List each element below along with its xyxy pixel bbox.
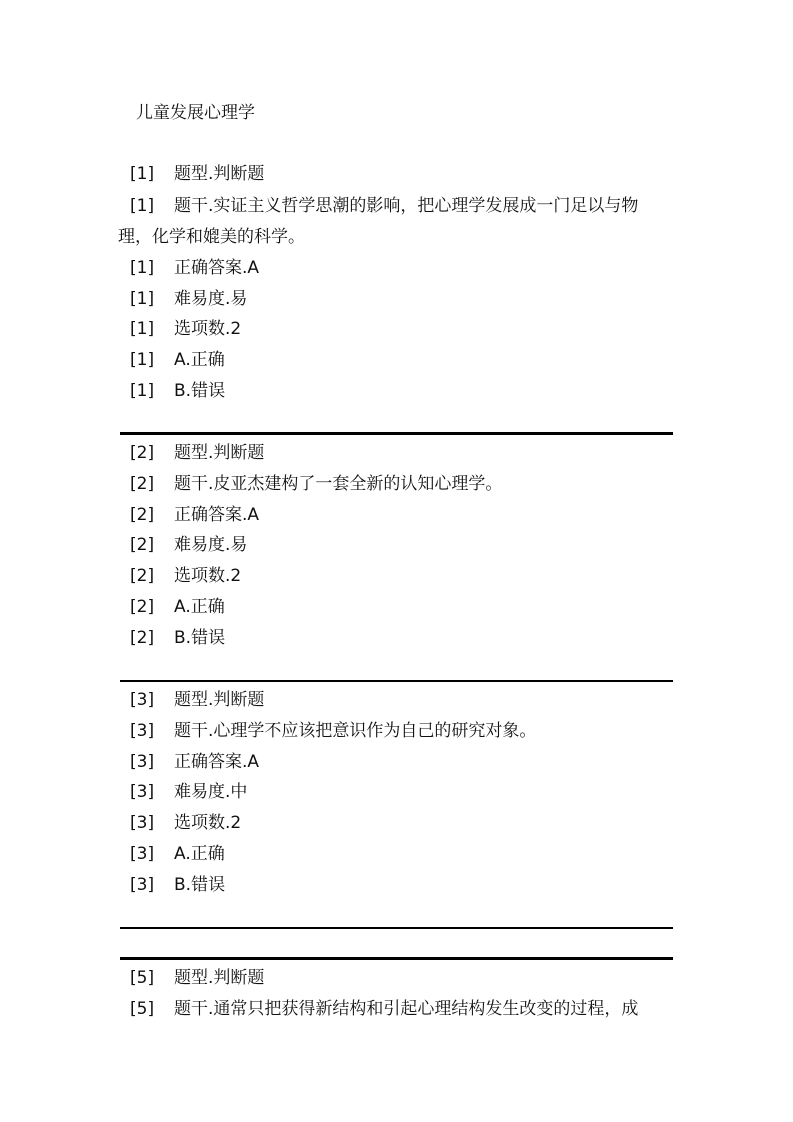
- q1-stem-continuation: 理，化学和媲美的科学。: [118, 227, 305, 247]
- q3-difficulty-line: [130, 779, 247, 805]
- q3-answer-line: [130, 749, 259, 775]
- q1-stem-line: [130, 193, 638, 219]
- q2-index: [2]: [130, 505, 155, 525]
- q2-index: [2]: [130, 628, 155, 648]
- q3-options-count-line: [130, 810, 241, 836]
- q3-index: [3]: [130, 813, 155, 833]
- q1-answer-line: [130, 255, 259, 281]
- q1-index: [1]: [130, 381, 155, 401]
- q2-options-count: 选项数.2: [174, 566, 242, 586]
- q1-index: [1]: [130, 164, 155, 184]
- q5-stem: 题干.通常只把获得新结构和引起心理结构发生改变的过程，成: [174, 999, 639, 1019]
- q2-index: [2]: [130, 443, 155, 463]
- q1-difficulty: 难易度.易: [174, 289, 248, 309]
- q2-index: [2]: [130, 474, 155, 494]
- q3-option-b-line: [130, 872, 225, 898]
- q3-index: [3]: [130, 690, 155, 710]
- q2-type-line: [130, 440, 264, 466]
- q2-type: 题型.判断题: [174, 443, 265, 463]
- q2-index: [2]: [130, 535, 155, 555]
- q2-stem: 题干.皮亚杰建构了一套全新的认知心理学。: [174, 474, 503, 494]
- q5-stem-line: [130, 996, 638, 1022]
- q3-index: [3]: [130, 875, 155, 895]
- q3-option-a: A.正确: [174, 844, 225, 864]
- q3-type: 题型.判断题: [174, 690, 265, 710]
- q2-difficulty-line: [130, 532, 247, 558]
- q1-index: [1]: [130, 289, 155, 309]
- divider-4: [120, 957, 673, 960]
- q3-option-a-line: [130, 841, 225, 867]
- q1-option-b-line: [130, 378, 225, 404]
- q1-index: [1]: [130, 196, 155, 216]
- q3-index: [3]: [130, 782, 155, 802]
- q2-option-b: B.错误: [174, 628, 226, 648]
- q3-stem-line: [130, 718, 536, 744]
- q5-type-line: [130, 965, 264, 991]
- q3-stem: 题干.心理学不应该把意识作为自己的研究对象。: [174, 721, 537, 741]
- q2-option-a: A.正确: [174, 597, 225, 617]
- q2-difficulty: 难易度.易: [174, 535, 248, 555]
- q5-index: [5]: [130, 999, 155, 1019]
- q3-index: [3]: [130, 752, 155, 772]
- q1-index: [1]: [130, 319, 155, 339]
- q1-type: 题型.判断题: [174, 164, 265, 184]
- q2-index: [2]: [130, 597, 155, 617]
- q2-answer-line: [130, 502, 259, 528]
- q1-option-b: B.错误: [174, 381, 226, 401]
- q1-index: [1]: [130, 258, 155, 278]
- document-title: 儿童发展心理学: [136, 103, 255, 123]
- q3-difficulty: 难易度.中: [174, 782, 248, 802]
- divider-2: [120, 680, 673, 682]
- q2-options-count-line: [130, 563, 241, 589]
- q5-index: [5]: [130, 968, 155, 988]
- q3-index: [3]: [130, 721, 155, 741]
- q3-index: [3]: [130, 844, 155, 864]
- q3-option-b: B.错误: [174, 875, 226, 895]
- q2-answer: 正确答案.A: [174, 505, 260, 525]
- q1-difficulty-line: [130, 286, 247, 312]
- divider-1: [120, 432, 673, 435]
- q1-options-count-line: [130, 316, 241, 342]
- q1-index: [1]: [130, 350, 155, 370]
- q1-answer: 正确答案.A: [174, 258, 260, 278]
- q2-option-a-line: [130, 594, 225, 620]
- q2-option-b-line: [130, 625, 225, 651]
- q1-option-a-line: [130, 347, 225, 373]
- q2-stem-line: [130, 471, 502, 497]
- q3-options-count: 选项数.2: [174, 813, 242, 833]
- q1-option-a: A.正确: [174, 350, 225, 370]
- q1-type-line: [130, 161, 264, 187]
- q2-index: [2]: [130, 566, 155, 586]
- divider-3: [120, 927, 673, 929]
- q1-options-count: 选项数.2: [174, 319, 242, 339]
- q1-stem: 题干.实证主义哲学思潮的影响，把心理学发展成一门足以与物: [174, 196, 639, 216]
- q3-type-line: [130, 687, 264, 713]
- q5-type: 题型.判断题: [174, 968, 265, 988]
- q3-answer: 正确答案.A: [174, 752, 260, 772]
